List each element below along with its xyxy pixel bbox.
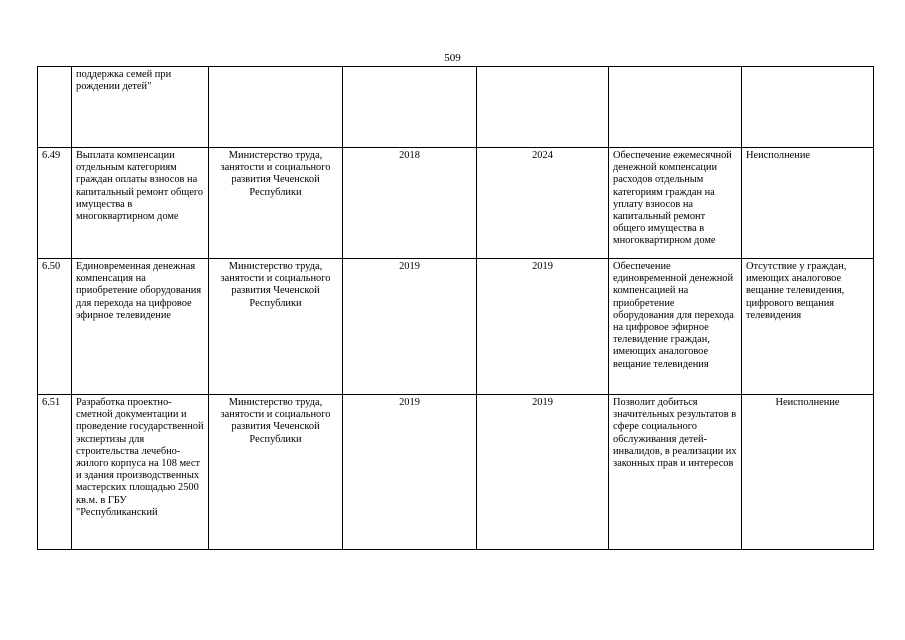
cell-number xyxy=(38,67,72,148)
cell-end-year xyxy=(477,67,609,148)
cell-status: Неисполнение xyxy=(742,395,874,550)
cell-status: Неисполнение xyxy=(742,148,874,259)
table-row xyxy=(38,259,874,395)
table-row xyxy=(38,148,874,259)
cell-status xyxy=(742,67,874,148)
cell-number: 6.51 xyxy=(38,395,72,550)
cell-executor: Министерство труда, занятости и социального развития Чеченской Республики xyxy=(209,395,343,550)
cell-result xyxy=(609,67,742,148)
cell-result: Позволит добиться значительных результатов в сфере социального обслуживания детей-инвалидов, в реализации их законных прав и интересов xyxy=(609,395,742,550)
table-row xyxy=(38,395,874,550)
cell-status: Отсутствие у граждан, имеющих аналоговое вещание телевидения, цифрового вещания телевидения xyxy=(742,259,874,395)
cell-end-year: 2019 xyxy=(477,395,609,550)
cell-end-year: 2019 xyxy=(477,259,609,395)
cell-start-year xyxy=(343,67,477,148)
cell-start-year: 2019 xyxy=(343,259,477,395)
cell-executor: Министерство труда, занятости и социального развития Чеченской Республики xyxy=(209,148,343,259)
cell-result: Обеспечение ежемесячной денежной компенсации расходов отдельным категориям граждан на уплату взносов на капитальный ремонт общего имущества в многоквартирном доме xyxy=(609,148,742,259)
cell-start-year: 2019 xyxy=(343,395,477,550)
cell-measure-name: поддержка семей при рождении детей" xyxy=(72,67,209,148)
page-number: 509 xyxy=(444,52,461,64)
cell-result: Обеспечение единовременной денежной компенсацией на приобретение оборудования для перехода на цифровое эфирное телевидение граждан, имеющих аналоговое вещание телевидения xyxy=(609,259,742,395)
cell-end-year: 2024 xyxy=(477,148,609,259)
cell-executor: Министерство труда, занятости и социального развития Чеченской Республики xyxy=(209,259,343,395)
table-row xyxy=(38,67,874,148)
measures-table xyxy=(37,66,874,550)
cell-measure-name: Единовременная денежная компенсация на приобретение оборудования для перехода на цифровое эфирное телевидение xyxy=(72,259,209,395)
cell-measure-name: Разработка проектно-сметной документации и проведение государственной экспертизы для строительства лечебно-жилого корпуса на 108 мест и здания производственных мастерских площадью 2500 кв.м. в ГБУ "Республиканский xyxy=(72,395,209,550)
cell-start-year: 2018 xyxy=(343,148,477,259)
cell-number: 6.50 xyxy=(38,259,72,395)
cell-measure-name: Выплата компенсации отдельным категориям граждан оплаты взносов на капитальный ремонт общего имущества в многоквартирном доме xyxy=(72,148,209,259)
cell-number: 6.49 xyxy=(38,148,72,259)
cell-executor xyxy=(209,67,343,148)
